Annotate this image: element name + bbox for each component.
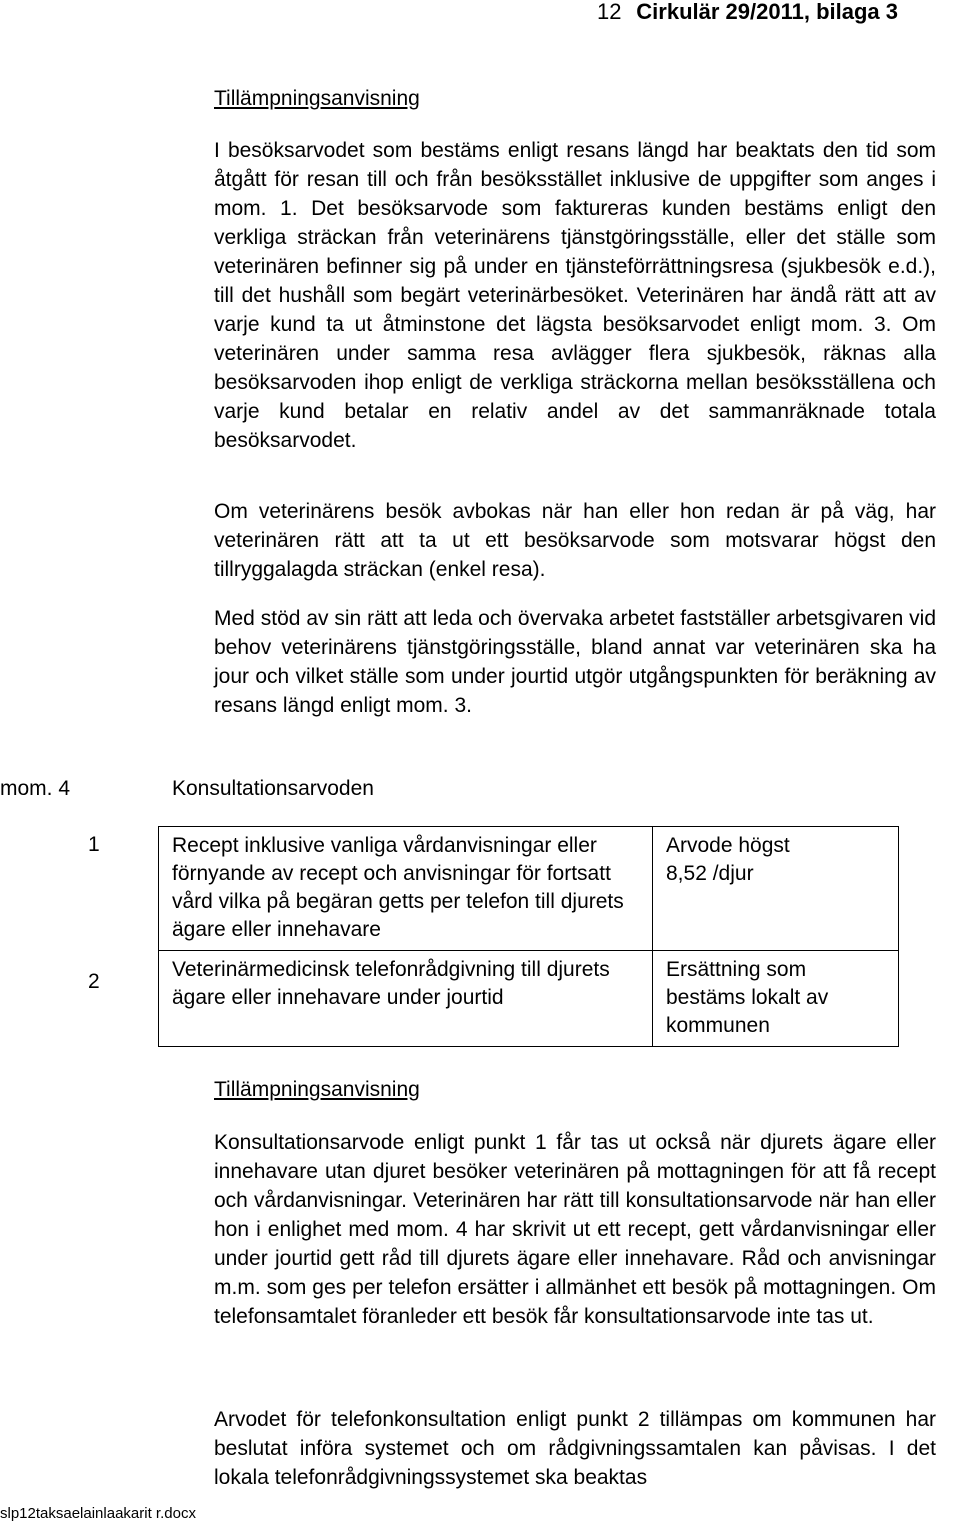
- fee-amount-cell: [653, 827, 899, 951]
- fee-description: Veterinärmedicinsk telefonrådgivning till djurets ägare eller innehavare under jourtid: [159, 951, 653, 1047]
- fee-amount-value: 8,52 /djur: [666, 862, 754, 885]
- fee-row-number: 1: [88, 833, 100, 856]
- table-row: [159, 827, 899, 951]
- paragraph-tjanstgoringsstalle: Med stöd av sin rätt att leda och övervaka arbetet fastställer arbetsgivaren vid behov veterinärens tjänstgöringsställe, bland annat var veterinären ska ha jour och vilket ställe som under jourtid utgör utgångspunkten för beräkning av resans längd enligt mom. 3.: [214, 607, 936, 717]
- paragraph-telefonkonsultation: Arvodet för telefonkonsultation enligt punkt 2 tillämpas om kommunen har beslutat införa systemet och om rådgivningssamtalen kan påvisas. I det lokala telefonrådgivningssystemet ska beaktas: [214, 1408, 936, 1489]
- paragraph-konsultationsarvode: Konsultationsarvode enligt punkt 1 får tas ut också när djurets ägare eller innehavare utan djuret besöker veterinären på mottagningen för att få recept och vårdanvisningar. Veterinären har rätt till konsultationsarvode när han eller hon i enlighet med mom. 4 har skrivit ut ett recept, gett vårdanvisningar eller under jourtid gett råd till djurets ägare eller innehavare. Råd och anvisningar m.m. som ges per telefon ersätter i allmänhet ett besök på mottagningen. Om telefonsamtalet föranleder ett besök får konsultationsarvode inte tas ut.: [214, 1131, 936, 1328]
- footer-filename: slp12taksaelainlaakarit r.docx: [0, 1505, 196, 1522]
- fee-amount-label: Ersättning som bestäms lokalt av kommunen: [666, 958, 829, 1037]
- mom-title: Konsultationsarvoden: [172, 777, 374, 800]
- fee-amount-cell: [653, 951, 899, 1047]
- document-reference: Cirkulär 29/2011, bilaga 3: [636, 0, 898, 24]
- paragraph-besoksarvode: I besöksarvodet som bestäms enligt resans längd har beaktats den tid som åtgått för resan till och från besöksstället inklusive de uppgifter som anges i mom. 1. Det besöksarvode som faktureras kunden bestäms enligt den verkliga sträckan från veterinärens tjänstgöringsställe, eller det ställe som veterinären befinner sig på under en tjänsteförrättningsresa (sjukbesök e.d.), till det hushåll som begärt veterinärbesöket. Veterinären har ändå rätt att av varje kund ta ut åtminstone det lägsta besöksarvodet enligt mom. 3. Om veterinären under samma resa avlägger flera sjukbesök, räknas alla besöksarvoden ihop enligt de verkliga sträckorna mellan besöksställena och varje kund betalar en relativ andel av det sammanräknade totala besöksarvodet.: [214, 139, 936, 452]
- section-heading-tillampningsanvisning: Tillämpningsanvisning: [214, 1078, 420, 1101]
- page-number: 12: [597, 0, 622, 24]
- paragraph-avbokning: Om veterinärens besök avbokas när han eller hon redan är på väg, har veterinären rätt att ta ut ett besöksarvode som motsvarar högst den tillryggalagda sträckan (enkel resa).: [214, 500, 936, 581]
- section-heading-tillampningsanvisning: Tillämpningsanvisning: [214, 87, 420, 110]
- table-row: [159, 951, 899, 1047]
- mom-number: mom. 4: [0, 777, 71, 800]
- fee-row-number: 2: [88, 970, 100, 993]
- fee-table: [158, 826, 899, 1047]
- fee-description: Recept inklusive vanliga vårdanvisningar eller förnyande av recept och anvisningar för fortsatt vård vilka på begäran getts per telefon till djurets ägare eller innehavare: [159, 827, 653, 951]
- fee-amount-label: Arvode högst: [666, 834, 790, 857]
